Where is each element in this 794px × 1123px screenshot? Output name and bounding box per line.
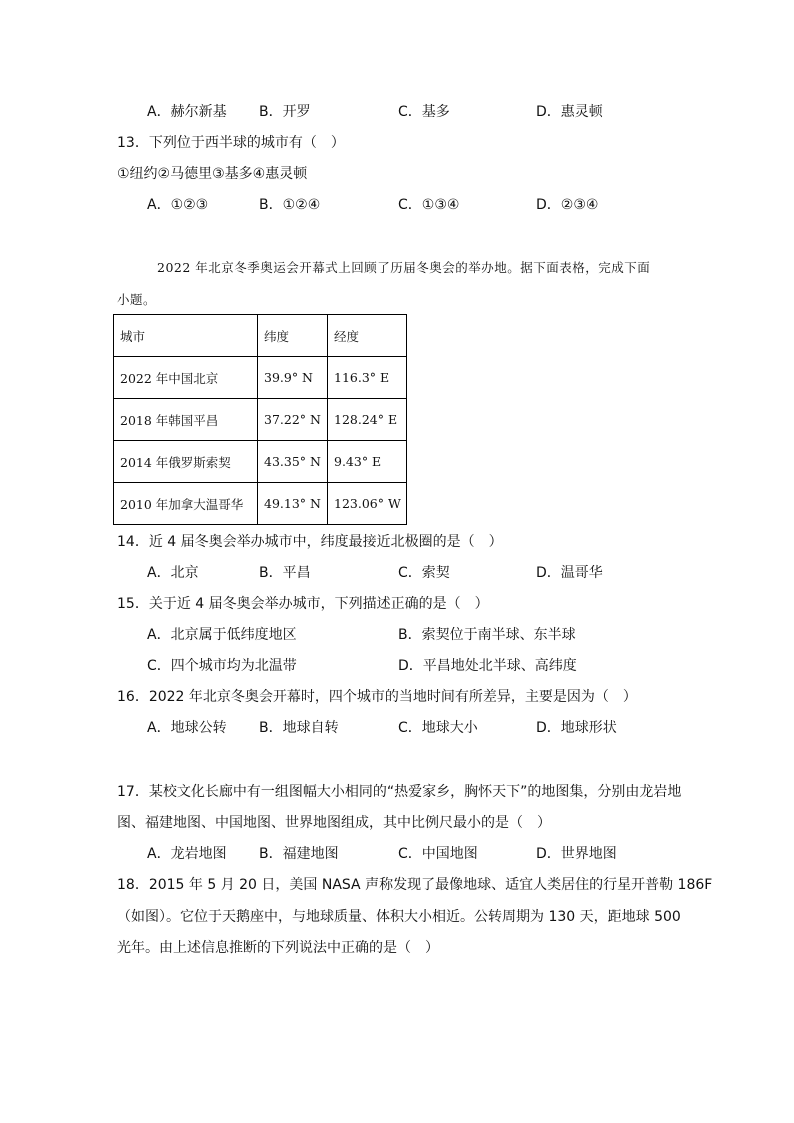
intro-line-2: 小题。	[117, 292, 157, 307]
table-cell-longitude: 116.3° E	[328, 357, 407, 399]
q12-option-b: B．开罗	[259, 104, 311, 120]
q15-stem: 15．关于近 4 届冬奥会举办城市，下列描述正确的是（ ）	[117, 596, 489, 612]
q16-option-a: A．地球公转	[147, 720, 227, 736]
q15-option-c: C．四个城市均为北温带	[147, 658, 297, 674]
q18-stem-line-1: 18．2015 年 5 月 20 日，美国 NASA 声称发现了最像地球、适宜人类居住的行星开普勒 186F	[117, 877, 713, 893]
table-cell-latitude: 37.22° N	[258, 399, 328, 441]
table-row	[114, 399, 407, 441]
table-cell-longitude: 9.43° E	[328, 441, 407, 483]
q12-option-d: D．惠灵顿	[536, 104, 603, 120]
q13-option-c: C．①③④	[398, 197, 460, 213]
table-cell-city: 2018 年韩国平昌	[114, 399, 258, 441]
q13-option-b: B．①②④	[259, 197, 321, 213]
table-cell-latitude: 49.13° N	[258, 483, 328, 525]
q17-option-b: B．福建地图	[259, 846, 339, 862]
intro-line-1: 2022 年北京冬季奥运会开幕式上回顾了历届冬奥会的举办地。据下面表格，完成下面	[157, 260, 651, 275]
q14-option-b: B．平昌	[259, 565, 311, 581]
q12-option-a: A．赫尔新基	[147, 104, 227, 120]
table-cell-city: 2014 年俄罗斯索契	[114, 441, 258, 483]
q17-option-a: A．龙岩地图	[147, 846, 227, 862]
q18-stem-line-3: 光年。由上述信息推断的下列说法中正确的是（ ）	[117, 940, 439, 956]
q15-option-a: A．北京属于低纬度地区	[147, 627, 297, 643]
table-cell-longitude: 123.06° W	[328, 483, 407, 525]
table-cell-latitude: 39.9° N	[258, 357, 328, 399]
table-cell-city: 2022 年中国北京	[114, 357, 258, 399]
q14-option-c: C．索契	[398, 565, 450, 581]
table-header-longitude: 经度	[328, 315, 407, 357]
q16-stem: 16．2022 年北京冬奥会开幕时，四个城市的当地时间有所差异，主要是因为（ ）	[117, 689, 637, 705]
q16-option-b: B．地球自转	[259, 720, 339, 736]
q17-stem-line-1: 17．某校文化长廊中有一组图幅大小相同的“热爱家乡，胸怀天下”的地图集，分别由龙岩地	[117, 784, 682, 800]
q14-stem: 14．近 4 届冬奥会举办城市中，纬度最接近北极圈的是（ ）	[117, 534, 503, 550]
q16-option-c: C．地球大小	[398, 720, 478, 736]
q13-option-a: A．①②③	[147, 197, 209, 213]
q17-option-d: D．世界地图	[536, 846, 617, 862]
q12-option-c: C．基多	[398, 104, 450, 120]
q15-option-d: D．平昌地处北半球、高纬度	[398, 658, 577, 674]
table-cell-latitude: 43.35° N	[258, 441, 328, 483]
q17-stem-line-2: 图、福建地图、中国地图、世界地图组成，其中比例尺最小的是（ ）	[117, 815, 551, 831]
q13-option-d: D．②③④	[536, 197, 599, 213]
q14-option-d: D．温哥华	[536, 565, 603, 581]
q16-option-d: D．地球形状	[536, 720, 617, 736]
table-row	[114, 441, 407, 483]
table-row	[114, 357, 407, 399]
table-header-city: 城市	[114, 315, 258, 357]
q18-stem-line-2: （如图）。它位于天鹅座中，与地球质量、体积大小相近。公转周期为 130 天，距地球 500	[117, 909, 681, 925]
q13-stem: 13．下列位于西半球的城市有（ ）	[117, 135, 345, 151]
q15-option-b: B．索契位于南半球、东半球	[398, 627, 576, 643]
table-header-latitude: 纬度	[258, 315, 328, 357]
table-cell-city: 2010 年加拿大温哥华	[114, 483, 258, 525]
q17-option-c: C．中国地图	[398, 846, 478, 862]
table-header-row	[114, 315, 407, 357]
table-row	[114, 483, 407, 525]
host-city-table	[113, 314, 407, 525]
table-cell-longitude: 128.24° E	[328, 399, 407, 441]
q14-option-a: A．北京	[147, 565, 199, 581]
q13-choices: ①纽约②马德里③基多④惠灵顿	[117, 166, 308, 182]
